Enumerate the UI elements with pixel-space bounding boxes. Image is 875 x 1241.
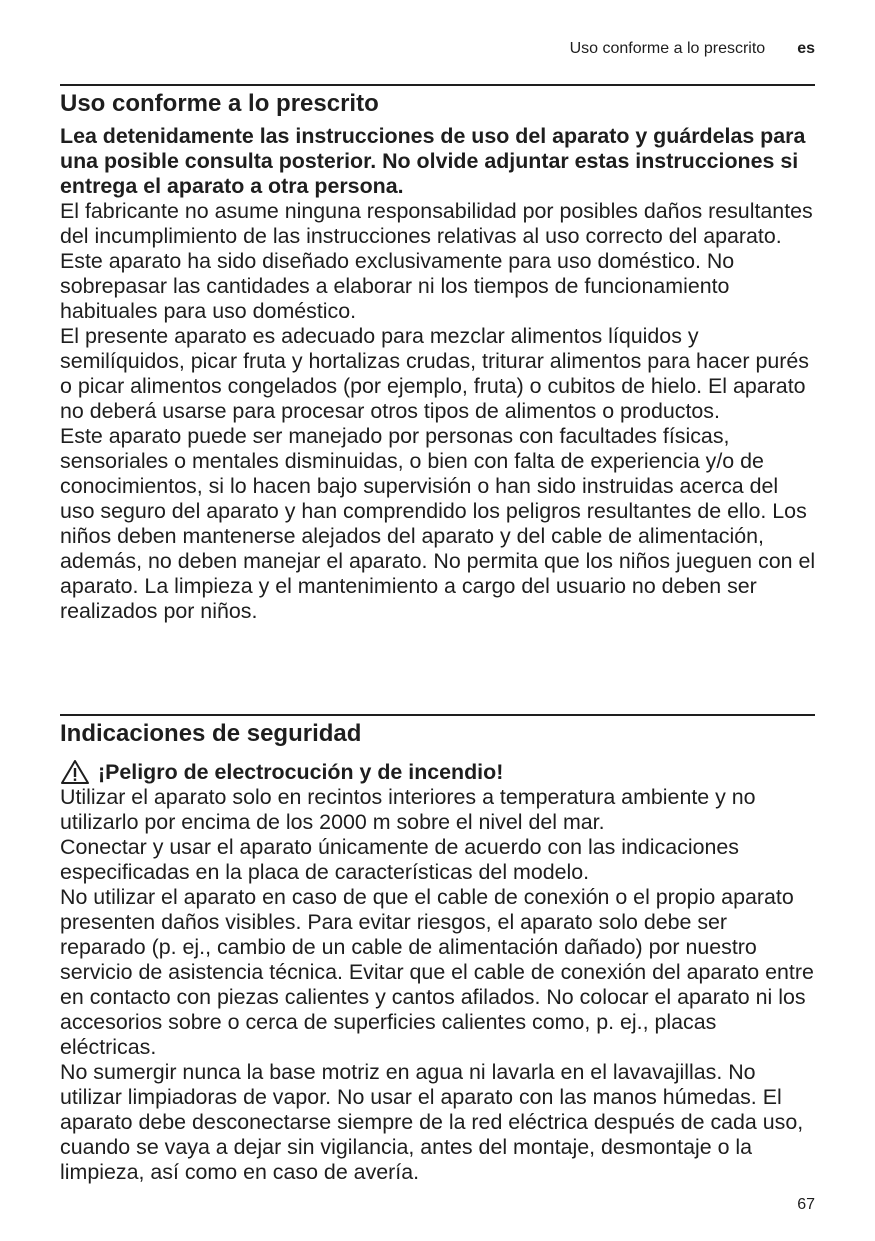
header-chapter-title: Uso conforme a lo prescrito [569,40,766,57]
header-language-code: es [797,40,815,57]
paragraph: Este aparato puede ser manejado por personas con facultades físicas, sensoriales o mentales disminuidas, o bien con falta de experiencia y/o de conocimientos, si lo hacen bajo supervisión o han sido instruidas acerca del uso seguro del aparato y han comprendido los peligros resultantes de ello. Los niños deben mantenerse alejados del aparato y del cable de alimentación, además, no deben manejar el aparato. No permita que los niños jueguen con el aparato. La limpieza y el mantenimiento a cargo del usuario no deben ser realizados por niños. [60,424,816,623]
warning-heading [60,759,817,785]
section-divider [60,84,815,86]
section-divider [60,714,815,716]
section-title-safety: Indicaciones de seguridad [60,720,362,747]
intended-use-body [60,124,817,624]
paragraph: No sumergir nunca la base motriz en agua ni lavarla en el lavavajillas. No utilizar limpiadoras de vapor. No usar el aparato con las manos húmedas. El aparato debe desconectarse siempre de la red eléctrica después de cada uso, cuando se vaya a dejar sin vigilancia, antes del montaje, desmontaje o la limpieza, así como en caso de avería. [60,1060,804,1184]
intro-bold-paragraph: Lea detenidamente las instrucciones de uso del aparato y guárdelas para una posible consulta posterior. No olvide adjuntar estas instrucciones si entrega el aparato a otra persona. [60,124,806,198]
warning-title: ¡Peligro de electrocución y de incendio! [98,759,504,784]
paragraph: Conectar y usar el aparato únicamente de acuerdo con las indicaciones especificadas en la placa de características del modelo. [60,835,739,884]
running-header [60,40,815,62]
paragraph: Este aparato ha sido diseñado exclusivamente para uso doméstico. No sobrepasar las cantidades a elaborar ni los tiempos de funcionamiento habituales para uso doméstico. [60,249,735,323]
section-title-intended-use: Uso conforme a lo prescrito [60,90,379,117]
paragraph: No utilizar el aparato en caso de que el cable de conexión o el propio aparato presenten daños visibles. Para evitar riesgos, el aparato solo debe ser reparado (p. ej., cambio de un cable de alimentación dañado) por nuestro servicio de asistencia técnica. Evitar que el cable de conexión del aparato entre en contacto con piezas calientes y cantos afilados. No colocar el aparato ni los accesorios sobre o cerca de superficies calientes como, p. ej., placas eléctricas. [60,885,814,1059]
paragraph: El presente aparato es adecuado para mezclar alimentos líquidos y semilíquidos, picar fruta y hortalizas crudas, triturar alimentos para hacer purés o picar alimentos congelados (por ejemplo, fruta) o cubitos de hielo. El aparato no deberá usarse para procesar otros tipos de alimentos o productos. [60,324,809,423]
paragraph: Utilizar el aparato solo en recintos interiores a temperatura ambiente y no utilizarlo por encima de los 2000 m sobre el nivel del mar. [60,785,756,834]
safety-body [60,759,817,1185]
page-number: 67 [797,1196,815,1213]
warning-triangle-icon [60,759,90,785]
paragraph: El fabricante no asume ninguna responsabilidad por posibles daños resultantes del incumplimiento de las instrucciones relativas al uso correcto del aparato. [60,199,813,248]
